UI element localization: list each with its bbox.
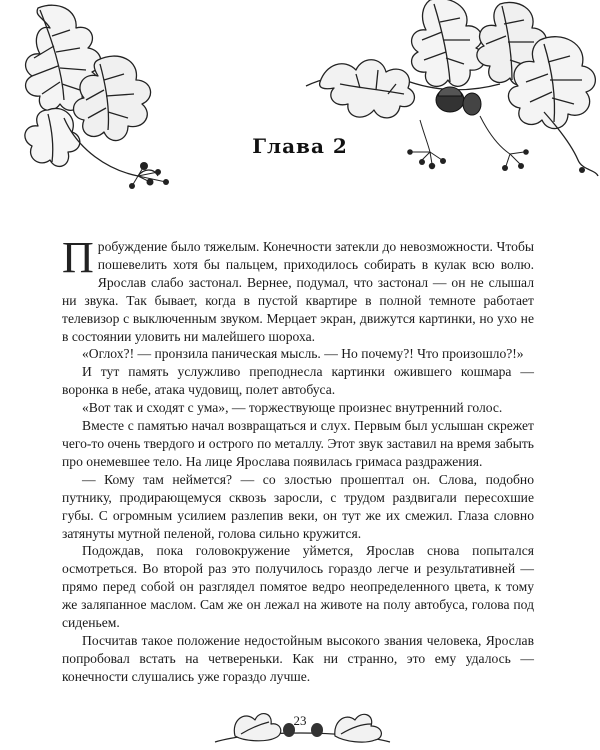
drop-cap: П [62, 233, 94, 282]
chapter-body-text [62, 233, 534, 686]
oak-leaves-ornament-left [18, 0, 208, 195]
paragraph-1 [62, 233, 534, 345]
paragraph-5: Вместе с памятью начал возвращаться и слух. Первым был услышан скрежет чего-то очень твердого и острого по металлу. Этот звук заставил на время забыть про онемевшее тело. На лице Ярослава появилась гримаса раздражения. [62, 418, 534, 469]
page-number: 23 [293, 713, 307, 728]
paragraph-text: робуждение было тяжелым. Конечности затекли до невозможности. Чтобы пошевелить хотя бы пальцем, приходилось собирать в кулак всю волю. Ярослав слабо застонал. Вернее, подумал, что застонал — он не слышал ни звука. Так бывает, когда в пустой квартире в полной темноте работает телевизор с выключенным звуком. Мерцает экран, движутся картинки, но ухо не в состоянии уловить ни малейшего шороха. [62, 239, 534, 344]
paragraph-4: «Вот так и сходят с ума», — торжествующе произнес внутренний голос. [82, 400, 503, 416]
paragraph-2: «Оглох?! — пронзила паническая мысль. — Но почему?! Что произошло?!» [82, 346, 524, 362]
chapter-title: Глава 2 [252, 134, 348, 158]
paragraph-7: Подождав, пока головокружение уймется, Ярослав снова попытался осмотреться. Во второй раз это получилось гораздо легче и результативней — прямо перед собой он разглядел помятое ведро неопределенного цвета, к тому же заляпанное маслом. Сам же он лежал на животе на полу автобуса, голова под сиденьем. [62, 543, 534, 631]
paragraph-8: Посчитав такое положение недостойным высокого звания человека, Ярослав попробовал встать на четвереньки. Как ни странно, это ему удалось — конечности слушались уже гораздо лучше. [62, 632, 534, 684]
paragraph-6: — Кому там неймется? — со злостью прошептал он. Слова, подобно путнику, продирающемуся сквозь заросли, с трудом раздвигали пересохшие губы. С огромным усилием разлепив веки, он тут же их смежил. Глаза словно затянуты мутной пеленой, голова сильно кружится. [62, 471, 534, 541]
paragraph-3: И тут память услужливо преподнесла картинки ожившего кошмара — воронка в небе, атака чудовищ, полет автобуса. [62, 364, 534, 398]
